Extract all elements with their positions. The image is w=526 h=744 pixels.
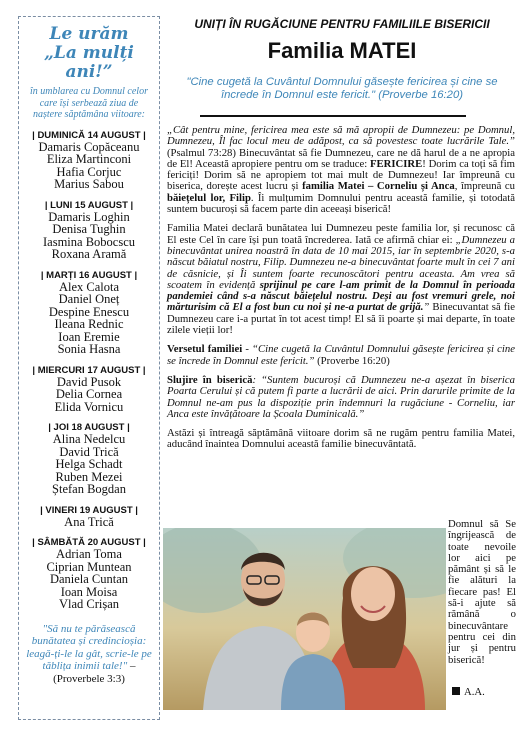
family-names: familia Matei – Corneliu și Anca — [302, 180, 455, 193]
birthday-day — [19, 505, 159, 529]
church-service — [167, 375, 515, 420]
church-service-label: Slujire în biserică — [167, 373, 253, 386]
sidebar-verse — [25, 623, 153, 686]
article-paragraph-2 — [167, 223, 515, 336]
birthday-day-header: | MARȚI 16 AUGUST | — [40, 269, 138, 281]
birthday-day — [19, 537, 159, 611]
birthday-name: Ana Trică — [64, 514, 114, 529]
family-verse-ref: (Proverbe 16:20) — [314, 354, 390, 367]
birthday-day — [19, 422, 159, 496]
birthday-name: Ciprian Muntean — [46, 559, 132, 574]
header-subtitle: "Cine cugetă la Cuvântul Domnului găsește fericirea și cine se încrede în Domnul este fericit." (Proverbe 16:20) — [186, 76, 498, 101]
birthday-name: Damaris Loghin — [48, 209, 130, 224]
birthday-name: Elida Vornicu — [54, 399, 124, 414]
birthday-name: Helga Schadt — [55, 457, 123, 471]
birthday-name: Sonia Hasna — [57, 342, 121, 356]
birthday-name: Alex Calota — [58, 279, 120, 294]
birthday-day-header: | LUNI 15 AUGUST | — [44, 199, 134, 211]
birthday-day — [19, 200, 159, 261]
birthday-day-header: | DUMINICĂ 14 AUGUST | — [32, 129, 146, 141]
family-verse — [167, 344, 515, 367]
birthday-name: Ștefan Bogdan — [52, 482, 126, 496]
birthday-day-header: | MIERCURI 17 AUGUST | — [32, 364, 146, 376]
p2-quote: „Dumnezeu a binecuvântat unirea noastră în data de 10 mai 2015, iar în septembrie 2020, s-a născut băiatul nostru, Filip. Dumnezeu ne-a binecuvântat foarte mult în cei 7 ani de căsnicie, și Îi suntem foarte recunoscători pentru aceasta. Am vrea să scoatem în evidență — [167, 233, 515, 291]
prayer-sidenote: Domnul să Se îngrijească de toate nevoile lor aici pe pământ și să le fie alături la fiecare pas! El să-i ajute să rămână o binecuvântare pentru cei din jur și pentru biserică! — [448, 518, 516, 666]
birthday-name: David Trică — [59, 444, 119, 459]
family-verse-text: - “Cine cugetă la Cuvântul Domnului găsește fericirea și cine se încrede în Domnul este fericit.” — [167, 343, 515, 367]
birthday-day — [19, 270, 159, 356]
birthday-name: Ileana Rednic — [54, 317, 124, 331]
birthday-name: Delia Cornea — [55, 387, 123, 401]
family-verse-label: Versetul familiei — [167, 343, 243, 356]
birthday-name: Hafia Corjuc — [56, 164, 122, 179]
sidebar-verse-ref: – (Proverbele 3:3) — [53, 660, 136, 685]
birthday-day-header: | SÂMBĂTĂ 20 AUGUST | — [32, 537, 146, 548]
psalm-ref: (Psalmul 73:28) Binecuvântat să fie Dumnezeu, care ne dă harul de a ne apropia de El! Această apropiere pentru om se traduce: — [167, 146, 515, 170]
header-kicker: UNIȚI ÎN RUGĂCIUNE PENTRU FAMILIILE BISERICII — [194, 17, 490, 31]
birthday-name: Daniela Cuntan — [49, 572, 129, 586]
article-body — [167, 125, 515, 451]
birthday-name: Ruben Mezei — [55, 469, 123, 484]
square-bullet-icon — [452, 687, 460, 695]
sidebar-title-line1: Le urăm — [49, 24, 129, 44]
fericire-word: FERICIRE — [370, 157, 423, 170]
page-title: Familia MATEI — [267, 38, 417, 63]
birthday-name: Ioan Moisa — [60, 584, 118, 599]
psalm-quote: „Cât pentru mine, fericirea mea este să mă apropii de Dumnezeu: pe Domnul, Dumnezeu, Îl fac locul meu de adăpost, ca să povestesc toate lucrările Tale.” — [167, 124, 515, 148]
p1-mid2: , împreună cu — [454, 180, 515, 193]
birthday-name: Ioan Eremie — [58, 329, 120, 344]
family-photo — [163, 528, 446, 710]
sidebar-title — [19, 25, 159, 82]
sidebar-intro: în umblarea cu Domnul celor care își serbează ziua de naștere săptămâna viitoare: — [30, 86, 148, 120]
sidebar-verse-text: "Să nu te părăsească bunătatea și credincioșia: leagă-ți-le la gât, scrie-le pe tăblița inimii tale!" — [26, 622, 152, 672]
birthday-name: Vlad Crișan — [58, 597, 120, 611]
article-paragraph-1 — [167, 125, 515, 215]
birthday-name: David Pusok — [56, 374, 122, 389]
birthday-name: Denisa Tughin — [52, 222, 126, 236]
birthday-day — [19, 130, 159, 191]
birthday-sidebar — [18, 16, 160, 720]
son-name: băiețelul lor, Filip — [167, 191, 251, 204]
family-photo-illustration — [163, 528, 446, 710]
header-divider — [200, 115, 466, 117]
p1-end: . Îi mulțumim Domnului pentru această familie, și totodată suntem bucuroși să facem parte din aceeași biserică! — [167, 191, 515, 216]
p2-end: Binecuvantat să fie Dumnezeu care i-a purtat în tot acest timp! El să îi poarte și mai departe, în toate zilele vieții lor! — [167, 301, 515, 337]
birthday-name: Despine Enescu — [48, 304, 130, 319]
p1-mid: ! Dorim ca toți să fim fericiți! Dorim să ne apropiem tot mai mult de Dumnezeu! Iar împreună cu biserica, dorește acest lucru și — [167, 157, 515, 193]
birthday-day-header: | JOI 18 AUGUST | — [48, 422, 130, 433]
p2-quote-bold: sprijinul pe care l-am primit de la Domnul în perioada pandemiei când s-a născut băiețelul nostru. Deși au fost vremuri grele, noi mărturisim că El a fost bun cu noi și ne-a purtat de grijă. — [167, 278, 515, 314]
birthday-name: Marius Sabou — [54, 177, 124, 191]
sidebar-title-line2: „La mulți ani!” — [44, 43, 134, 82]
signature-text: A.A. — [464, 686, 485, 698]
birthday-day-header: | VINERI 19 AUGUST | — [40, 504, 138, 516]
signature — [452, 686, 485, 698]
birthday-day — [19, 365, 159, 414]
prayer-paragraph: Astăzi și întreagă săptămână viitoare dorim să ne rugăm pentru familia Matei, aducând înaintea Domnului această familie binecuvântată. — [167, 427, 515, 451]
birthday-name: Adrian Toma — [56, 547, 122, 561]
birthday-name: Alina Nedelcu — [52, 432, 126, 446]
birthday-name: Daniel Oneț — [58, 292, 120, 306]
birthday-name: Roxana Aramă — [51, 247, 127, 261]
birthday-list — [19, 130, 159, 611]
p2-start: Familia Matei declară bunătatea lui Dumnezeu peste familia lor, și recunosc că El este Cel în care își pun toată încrederea. Iată ce afirmă chiar ei: — [167, 222, 515, 246]
birthday-name: Eliza Martinconi — [46, 152, 132, 166]
p2-quote-end: ” — [423, 301, 430, 314]
birthday-name: Damaris Copăceanu — [38, 139, 140, 154]
church-service-text: : “Suntem bucuroși că Dumnezeu ne-a așezat în biserica Poarta Cerului și că putem fi parte a lucrării de aici. Prin darurile primite de la Domnul ne-am pus la dispoziție prin îndemnuri la rugăciune - Corneliu, iar Anca este învățătoare la Școala Duminicală.” — [167, 373, 515, 420]
birthday-name: Iasmina Bobocscu — [43, 234, 135, 249]
